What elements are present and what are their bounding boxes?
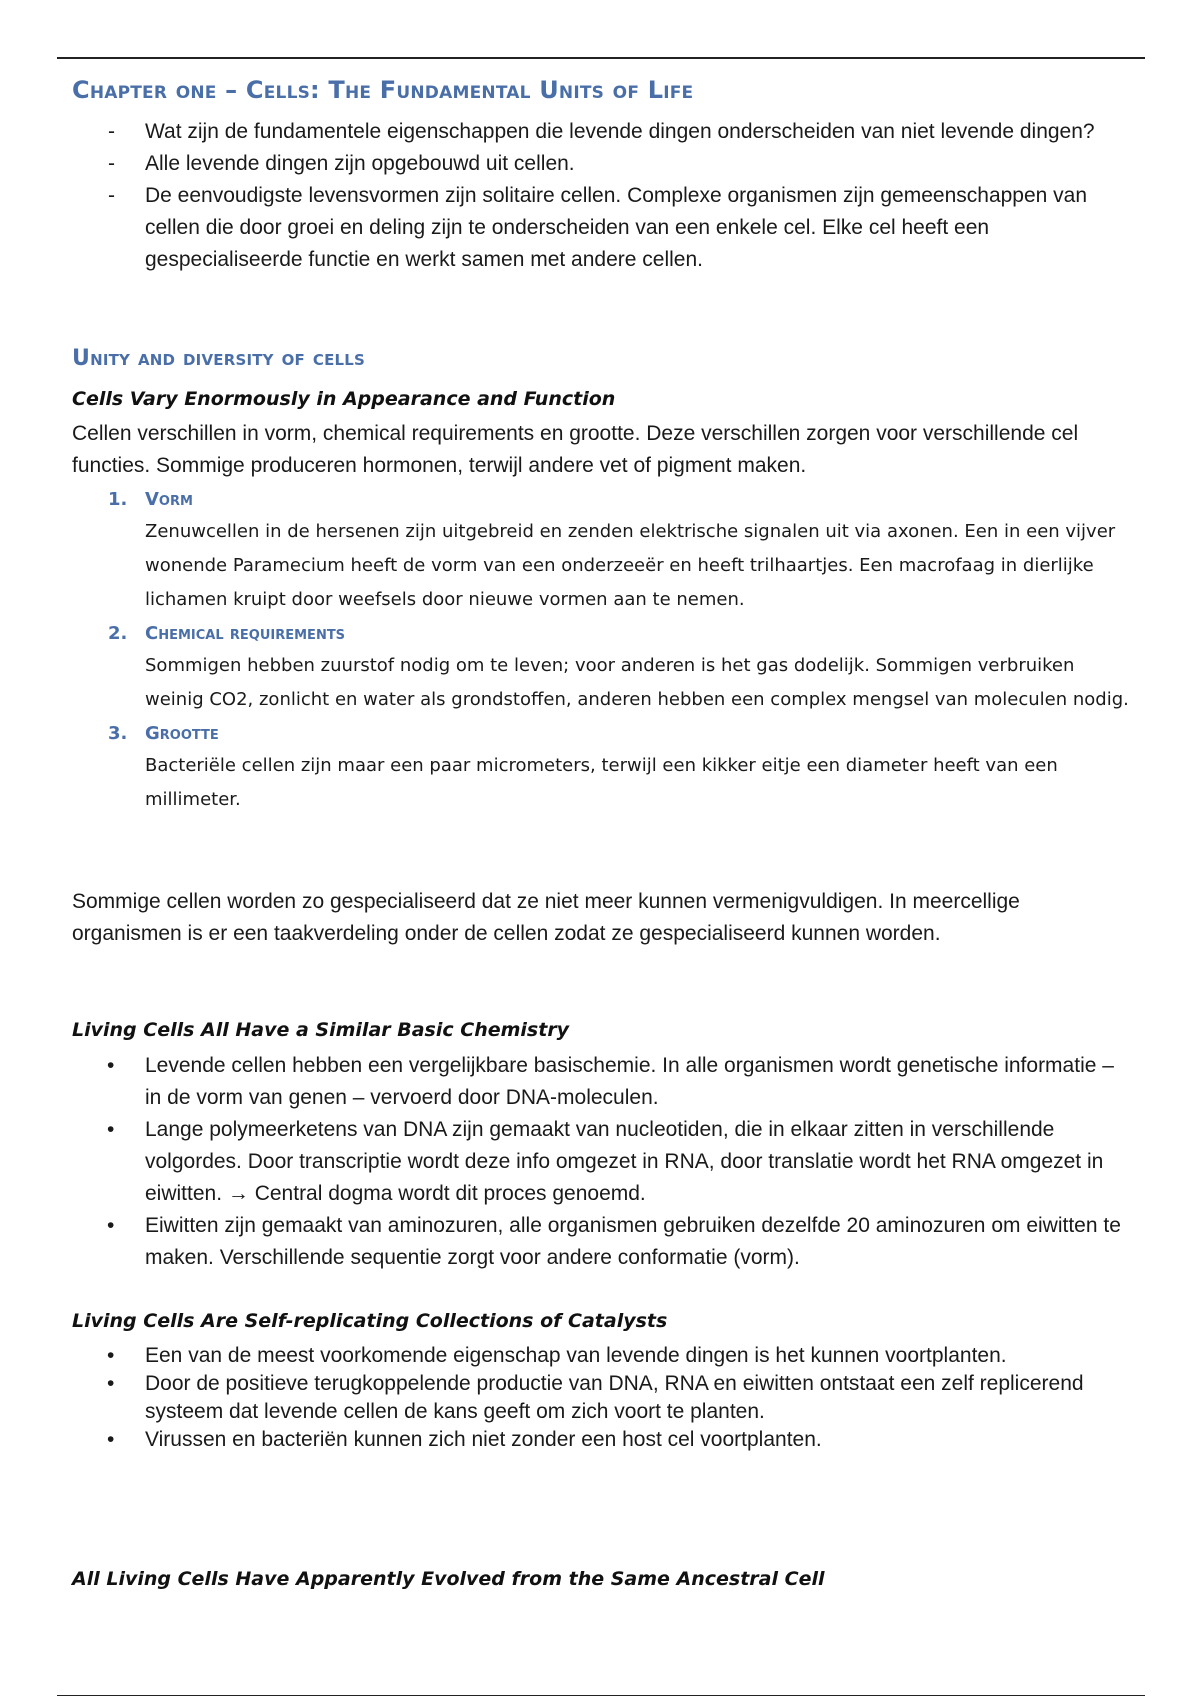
list-item: - Wat zijn de fundamentele eigenschappen die levende dingen onderscheiden van niet levende dingen?: [72, 116, 1132, 148]
item-number: 1.: [108, 489, 128, 510]
list-item: • Een van de meest voorkomende eigenschap van levende dingen is het kunnen voortplanten.: [72, 1342, 1132, 1370]
subheading-vary: Cells Vary Enormously in Appearance and Function: [72, 388, 616, 410]
list-item-vorm: [72, 487, 1132, 617]
item-body: Zenuwcellen in de hersenen zijn uitgebreid en zenden elektrische signalen uit via axonen. Een in een vijver wonende Paramecium heeft de vorm van een onderzeeër en heeft trilhaartjes. Een macrofaag in dierlijke lichamen kruipt door weefsels door nieuwe vormen aan te nemen.: [145, 521, 1116, 610]
list-item-chemical-requirements: [72, 621, 1132, 717]
section-heading-unity: Unity and diversity of cells: [72, 346, 366, 371]
vary-intro-paragraph: Cellen verschillen in vorm, chemical requirements en grootte. Deze verschillen zorgen voor verschillende cel functies. Sommige produceren hormonen, terwijl andere vet of pigment maken.: [72, 422, 1079, 477]
vary-numbered-list: [72, 487, 1132, 821]
list-item: • Virussen en bacteriën kunnen zich niet zonder een host cel voortplanten.: [72, 1426, 1132, 1454]
chapter-heading: Chapter one – Cells: The Fundamental Units of Life: [72, 76, 694, 104]
subheading-catalysts: Living Cells Are Self-replicating Collections of Catalysts: [72, 1310, 668, 1332]
catalysts-bullet-list: [72, 1342, 1132, 1454]
chapter-question-list: [72, 116, 1132, 276]
item-number: 3.: [108, 723, 128, 744]
list-item: • Levende cellen hebben een vergelijkbare basischemie. In alle organismen wordt genetische informatie – in de vorm van genen – vervoerd door DNA-moleculen.: [72, 1050, 1132, 1114]
list-item: • Eiwitten zijn gemaakt van aminozuren, alle organismen gebruiken dezelfde 20 aminozuren om eiwitten te maken. Verschillende sequentie zorgt voor andere conformatie (vorm).: [72, 1210, 1132, 1274]
item-title: Chemical requirements: [145, 623, 346, 644]
item-title: Grootte: [145, 723, 219, 744]
list-item: • Door de positieve terugkoppelende productie van DNA, RNA en eiwitten ontstaat een zelf replicerend systeem dat levende cellen de kans geeft om zich voort te planten.: [72, 1370, 1132, 1426]
item-title: Vorm: [145, 489, 193, 510]
top-rule: [57, 57, 1145, 59]
list-item: • Lange polymeerketens van DNA zijn gemaakt van nucleotiden, die in elkaar zitten in verschillende volgordes. Door transcriptie wordt deze info omgezet in RNA, door translatie wordt het RNA omgezet in eiwitten. → Central dogma wordt dit proces genoemd.: [72, 1114, 1132, 1210]
chemistry-bullet-list: [72, 1050, 1132, 1274]
item-number: 2.: [108, 623, 128, 644]
subheading-chemistry: Living Cells All Have a Similar Basic Chemistry: [72, 1019, 570, 1041]
vary-closing-paragraph: Sommige cellen worden zo gespecialiseerd dat ze niet meer kunnen vermenigvuldigen. In meercellige organismen is er een taakverdeling onder de cellen zodat ze gespecialiseerd kunnen worden.: [72, 890, 1020, 945]
bottom-rule: [57, 1695, 1145, 1696]
list-item: - Alle levende dingen zijn opgebouwd uit cellen.: [72, 148, 1132, 180]
subheading-ancestral: All Living Cells Have Apparently Evolved from the Same Ancestral Cell: [72, 1568, 825, 1590]
list-item-grootte: [72, 721, 1132, 817]
list-item: - De eenvoudigste levensvormen zijn solitaire cellen. Complexe organismen zijn gemeenschappen van cellen die door groei en deling zijn te onderscheiden van een enkele cel. Elke cel heeft een gespecialiseerde functie en werkt samen met andere cellen.: [72, 180, 1132, 276]
item-body: Sommigen hebben zuurstof nodig om te leven; voor anderen is het gas dodelijk. Sommigen verbruiken weinig CO2, zonlicht en water als grondstoffen, anderen hebben een complex mengsel van moleculen nodig.: [145, 655, 1129, 710]
item-body: Bacteriële cellen zijn maar een paar micrometers, terwijl een kikker eitje een diameter heeft van een millimeter.: [145, 755, 1058, 810]
